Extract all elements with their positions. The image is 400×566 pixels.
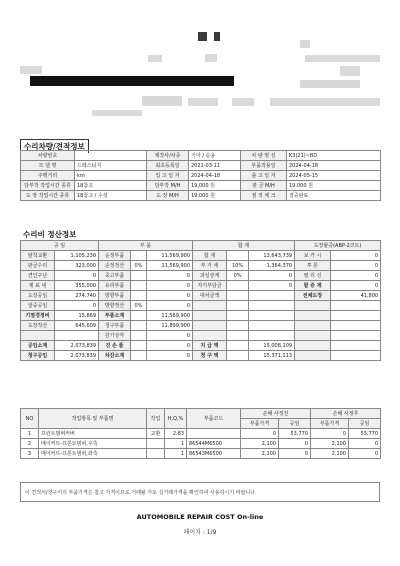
repair-value-cell: 2,073,839 <box>55 341 99 351</box>
repair-label-cell <box>295 311 331 321</box>
repair-value-cell: 1,105,230 <box>55 251 99 261</box>
parts-cell-hq: 1 <box>165 449 187 459</box>
repair-row <box>21 251 381 261</box>
redacted-block <box>232 98 254 106</box>
repair-value-cell <box>131 251 147 261</box>
labor-group-header: 공 임 <box>21 241 99 251</box>
redacted-block <box>205 54 217 62</box>
repair-value-cell: 0 <box>147 291 193 301</box>
repair-value-cell <box>249 321 295 331</box>
repair-value-cell <box>331 331 381 341</box>
repair-label-cell: 차감소계 <box>99 351 131 361</box>
repair-value-cell <box>227 291 249 301</box>
parts-cell-labor2: 0 <box>349 449 381 459</box>
parts-cell-name: 프런트범퍼커버 <box>39 429 147 439</box>
repair-value-cell <box>131 351 147 361</box>
repair-value-cell <box>131 281 147 291</box>
repair-value-cell <box>227 301 249 311</box>
repair-value-cell <box>331 321 381 331</box>
repair-label-cell: 부품소계 <box>99 311 131 321</box>
repair-value-cell: 15,869 <box>55 311 99 321</box>
parts-cell-labor1: 0 <box>279 449 311 459</box>
parts-cell-price2: 0 <box>311 429 349 439</box>
maker-model-value: 기아 / 승용 <box>189 151 241 161</box>
repair-value-cell: 355,000 <box>55 281 99 291</box>
out-date-value: 2024-05-15 <box>287 171 381 181</box>
footer-title: AUTOMOBILE REPAIR COST On-line <box>136 513 264 521</box>
in-date-label: 입 고 일 자 <box>147 171 189 181</box>
work-item-header: 작업항목 및 부품명 <box>39 409 147 429</box>
labor-rate-label: 담부작 M/H <box>147 181 189 191</box>
repair-label-cell: 합 계 <box>193 251 227 261</box>
paint-type-value: 18참고 / 수성 <box>75 191 147 201</box>
repair-value-cell <box>131 321 147 331</box>
repair-label-cell: 순정정산 <box>99 261 131 271</box>
repair-label-cell: 기열경정비 <box>21 311 55 321</box>
redacted-block <box>340 66 360 76</box>
parts-cell-code <box>187 429 241 439</box>
repair-value-cell: 13,643,739 <box>249 251 295 261</box>
repair-label-cell <box>21 331 55 341</box>
repair-row <box>21 281 381 291</box>
repair-value-cell: 0 <box>147 331 193 341</box>
parts-cell-name: 메이커트-프론트범퍼,좌측 <box>39 449 147 459</box>
repair-value-cell <box>227 311 249 321</box>
redacted-block <box>300 40 310 48</box>
parts-cell-code: 86544M6500 <box>187 439 241 449</box>
repair-label-cell: 도장작산 <box>21 321 55 331</box>
repair-row <box>21 351 381 361</box>
vehicle-section-title: 수리차량/견적정보 <box>20 139 89 153</box>
parts-cell-labor2: 53,770 <box>349 429 381 439</box>
repair-value-cell: 0 <box>55 301 99 311</box>
repair-label-cell: 판금수리 <box>21 261 55 271</box>
redacted-block <box>198 32 207 41</box>
repair-value-cell: 0 <box>249 281 295 291</box>
repair-label-cell: 중고부품 <box>99 271 131 281</box>
redacted-block <box>305 55 380 62</box>
damage-before-header: 손해 사정전 <box>241 409 311 419</box>
first-reg-label: 최초등록일 <box>147 161 189 171</box>
repair-value-cell: 11,569,900 <box>147 261 193 271</box>
parts-cell-price1: 2,100 <box>241 449 279 459</box>
parts-cell-price2: 2,100 <box>311 439 349 449</box>
repair-value-cell <box>249 291 295 301</box>
repair-label-cell: 대차금액 <box>193 291 227 301</box>
first-reg-value: 2022-03-11 <box>189 161 241 171</box>
repair-label-cell <box>193 331 227 341</box>
paint-type-label: 도 장 작업시간 종류 <box>21 191 75 201</box>
parts-cell-price1: 2,100 <box>241 439 279 449</box>
redacted-block <box>300 80 360 88</box>
repair-value-cell: 11,569,900 <box>147 311 193 321</box>
parts-cell-labor2: 0 <box>349 439 381 449</box>
repair-value-cell: 0 <box>331 281 381 291</box>
parts-cell-price2: 2,100 <box>311 449 349 459</box>
model-name-label: 모 델 명 <box>21 161 75 171</box>
repair-value-cell: 10% <box>227 261 249 271</box>
repair-label-cell <box>295 331 331 341</box>
repair-value-cell: 645,609 <box>55 321 99 331</box>
insp-date-label: 부품작용일 <box>241 161 287 171</box>
repair-label-cell: 유리부품 <box>99 281 131 291</box>
repair-value-cell <box>55 331 99 341</box>
out-date-label: 출 고 일 자 <box>241 171 287 181</box>
redacted-block <box>148 55 162 62</box>
repair-value-cell <box>131 331 147 341</box>
repair-label-cell: 청구부품 <box>99 321 131 331</box>
parts-cell-work: 교환 <box>147 429 165 439</box>
page-indicator: 페이지 : 1/9 <box>183 529 217 536</box>
check-value: 검증완료 <box>287 191 381 201</box>
repair-value-cell: 0 <box>331 261 381 271</box>
parts-cell-work <box>147 439 165 449</box>
mileage-label: 주행거리 <box>21 171 75 181</box>
repair-label-cell: 공임소계 <box>21 341 55 351</box>
repair-value-cell: 0 <box>147 301 193 311</box>
parts-cell-price1: 0 <box>241 429 279 439</box>
repair-row <box>21 311 381 321</box>
plate-label: 차량번호 <box>21 151 75 161</box>
repair-label-cell <box>295 301 331 311</box>
repair-value-cell <box>227 341 249 351</box>
insp-date-value: 2024-04-18 <box>287 161 381 171</box>
parts-detail-table <box>20 408 381 459</box>
work-header: 작업 <box>147 409 165 429</box>
redacted-block <box>92 110 142 116</box>
price-header: 부품가격 <box>311 419 349 429</box>
price-header: 부품가격 <box>241 419 279 429</box>
repair-value-cell <box>227 251 249 261</box>
repair-value-cell: 274,740 <box>55 291 99 301</box>
repair-value-cell: 41,800 <box>331 291 381 301</box>
repair-value-cell: 0 <box>147 281 193 291</box>
parts-cell-no: 2 <box>21 439 39 449</box>
repair-cost-table <box>20 240 381 361</box>
repair-value-cell <box>131 271 147 281</box>
total-group-header: 합 계 <box>193 241 295 251</box>
repair-label-cell: 탈착교환 <box>21 251 55 261</box>
in-date-value: 2024-04-18 <box>189 171 241 181</box>
check-label: 점 적 체 크 <box>241 191 287 201</box>
repair-label-cell <box>295 321 331 331</box>
repair-label-cell: 청 구 액 <box>193 351 227 361</box>
parts-cell-work <box>147 449 165 459</box>
redacted-block <box>142 96 182 106</box>
repair-row <box>21 261 381 271</box>
parts-cell-hq: 1 <box>165 439 187 449</box>
redacted-block <box>188 98 218 106</box>
repair-label-cell: 감가상각 <box>99 331 131 341</box>
car-class-label: 차 량 명 심 <box>241 151 287 161</box>
repair-value-cell <box>227 281 249 291</box>
repair-value-cell: 0 <box>331 271 381 281</box>
repair-section-title: 수리비 정산정보 <box>23 230 77 239</box>
repair-label-cell: 자기부담금 <box>193 281 227 291</box>
labor-header: 공임 <box>349 419 381 429</box>
paint-rate-label: 판 금 M/H <box>241 181 287 191</box>
redacted-block <box>30 76 234 86</box>
repair-value-cell <box>227 351 249 361</box>
repair-label-cell: 방향정산 <box>99 301 131 311</box>
parts-cell-code: 86543M6500 <box>187 449 241 459</box>
parts-row <box>21 439 381 449</box>
parts-row <box>21 429 381 439</box>
vehicle-info-table <box>20 150 381 201</box>
repair-label-cell: 과실상계 <box>193 271 227 281</box>
repair-row <box>21 291 381 301</box>
labor-type-label: 담부작 작업시간 종류 <box>21 181 75 191</box>
parts-cell-no: 3 <box>21 449 39 459</box>
plate-value <box>75 151 147 161</box>
repair-value-cell <box>249 301 295 311</box>
model-name-value: 드레스티지 <box>75 161 147 171</box>
repair-value-cell <box>131 341 147 351</box>
repair-value-cell <box>131 291 147 301</box>
repair-value-cell: 0% <box>227 271 249 281</box>
repair-value-cell: 1,364,370 <box>249 261 295 271</box>
hq-header: H,Q,% <box>165 409 187 429</box>
repair-value-cell: 0% <box>131 301 147 311</box>
repair-value-cell: 0 <box>147 351 193 361</box>
repair-value-cell: 0 <box>249 271 295 281</box>
repair-value-cell: 0 <box>147 341 193 351</box>
repair-value-cell <box>131 311 147 321</box>
repair-label-cell: 할 증 계 <box>295 281 331 291</box>
repair-label-cell: 견인구난 <box>21 271 55 281</box>
redacted-block <box>20 66 42 74</box>
repair-value-cell <box>331 311 381 321</box>
disclaimer-note: 이 견적서/청구서의 부품가격은 참고 가격이므로 거래될 가로 실거래가격을 확인하여 사용하시기 바랍니다. <box>20 482 380 502</box>
repair-value-cell: 323,000 <box>55 261 99 271</box>
labor-type-value: 18참고 <box>75 181 147 191</box>
repair-row <box>21 301 381 311</box>
repair-label-cell: 순정부품 <box>99 251 131 261</box>
repair-label-cell <box>295 341 331 351</box>
repair-label-cell: 청구공임 <box>21 351 55 361</box>
repair-value-cell: 11,899,900 <box>147 321 193 331</box>
repair-label-cell: 도장공임 <box>21 291 55 301</box>
parts-cell-hq: 2.83 <box>165 429 187 439</box>
repair-value-cell: 15,371,113 <box>249 351 295 361</box>
repair-row <box>21 321 381 331</box>
parts-group-header: 부 품 <box>99 241 193 251</box>
repair-value-cell <box>249 311 295 321</box>
no-header: NO <box>21 409 39 429</box>
parts-cell-name: 메이커트-프론트범퍼,우측 <box>39 439 147 449</box>
paint-rate-value: 19,000 원 <box>287 181 381 191</box>
repair-label-cell: 전체도장 <box>295 291 331 301</box>
repair-label-cell: 진 손 품 <box>99 341 131 351</box>
repair-label-cell: 펄 리 싱 <box>295 271 331 281</box>
redacted-block <box>214 32 220 41</box>
repair-label-cell: 보 카 시 <box>295 251 331 261</box>
repair-value-cell <box>227 321 249 331</box>
parts-cell-labor1: 53,770 <box>279 429 311 439</box>
labor-rate-value: 19,000 원 <box>189 181 241 191</box>
repair-label-cell <box>193 311 227 321</box>
repair-value-cell: 0 <box>147 271 193 281</box>
repair-row <box>21 331 381 341</box>
repair-value-cell: 2,073,839 <box>55 351 99 361</box>
repair-label-cell <box>295 351 331 361</box>
code-header: 부품코드 <box>187 409 241 429</box>
repair-label-cell <box>193 321 227 331</box>
repair-label-cell: 방향부품 <box>99 291 131 301</box>
repair-value-cell: 15,008,109 <box>249 341 295 351</box>
paint-mh-value: 19,000 원 <box>189 191 241 201</box>
parts-cell-no: 1 <box>21 429 39 439</box>
repair-value-cell: 0% <box>131 261 147 271</box>
repair-value-cell: 11,569,900 <box>147 251 193 261</box>
repair-label-cell <box>193 301 227 311</box>
maker-model-label: 제작사/차종 <box>147 151 189 161</box>
labor-header: 공임 <box>279 419 311 429</box>
damage-after-header: 손해 사정후 <box>311 409 381 419</box>
redacted-block <box>270 98 380 106</box>
repair-label-cell: 지 급 액 <box>193 341 227 351</box>
repair-label-cell: 제 료 대 <box>21 281 55 291</box>
repair-label-cell: 투 톤 <box>295 261 331 271</box>
paint-mh-label: 도 장 M/H <box>147 191 189 201</box>
paint-note-header: 도장할증(ABP-2코트) <box>295 241 381 251</box>
parts-row <box>21 449 381 459</box>
repair-label-cell: 부 가 세 <box>193 261 227 271</box>
repair-value-cell: 0 <box>55 271 99 281</box>
repair-value-cell <box>331 341 381 351</box>
repair-value-cell <box>227 331 249 341</box>
car-class-value: K3(21)~BD <box>287 151 381 161</box>
repair-value-cell <box>331 301 381 311</box>
repair-label-cell: 알중공임 <box>21 301 55 311</box>
repair-value-cell <box>331 351 381 361</box>
mileage-value: km <box>75 171 147 181</box>
repair-value-cell <box>249 331 295 341</box>
repair-row <box>21 271 381 281</box>
repair-value-cell: 0 <box>331 251 381 261</box>
parts-cell-labor1: 0 <box>279 439 311 449</box>
repair-row <box>21 341 381 351</box>
